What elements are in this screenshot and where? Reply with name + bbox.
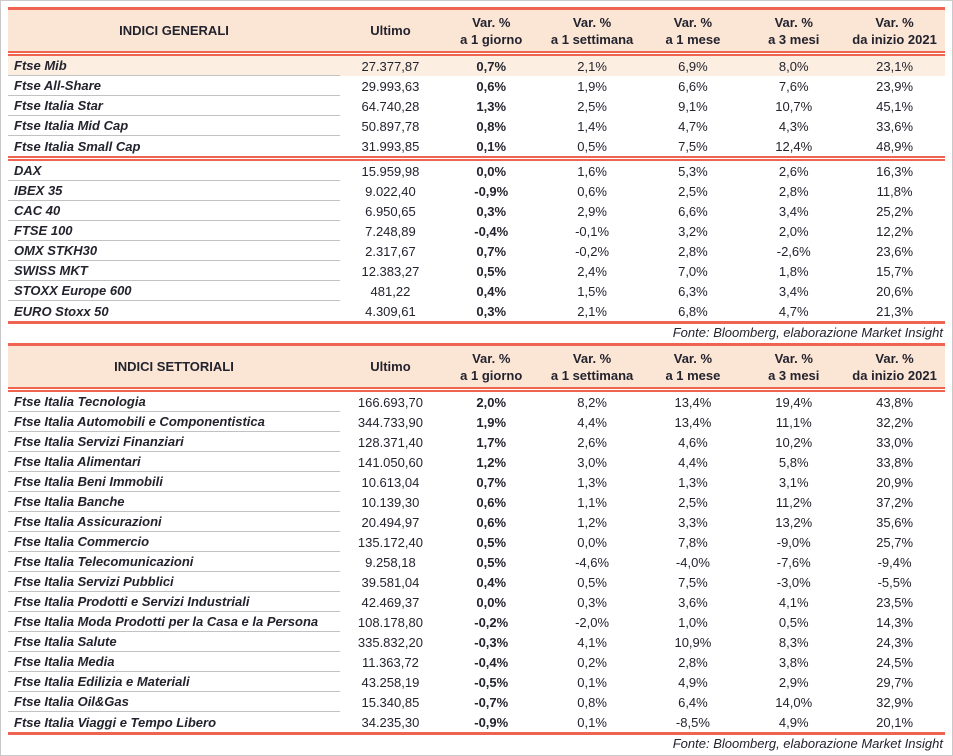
var-1-settimana-value: 0,0% — [577, 534, 607, 550]
var-1-mese-value: 6,9% — [678, 58, 708, 74]
var-inizio-2021-value: 33,0% — [876, 434, 914, 450]
ultimo-value: 141.050,60 — [357, 454, 423, 470]
var-inizio-2021-value: 43,8% — [876, 394, 914, 410]
var-3-mesi-value: 8,0% — [778, 58, 809, 74]
var-label: Var. % — [875, 350, 914, 366]
var-1-settimana-value: 0,2% — [577, 654, 607, 670]
var-1-settimana-value: 1,3% — [577, 474, 607, 490]
var-1-settimana-value: 4,1% — [577, 634, 607, 650]
ultimo-value: 15.340,85 — [361, 694, 420, 710]
ultimo-value: 20.494,97 — [361, 514, 420, 530]
index-name: Ftse Italia Telecomunicazioni — [8, 552, 340, 572]
table-title: INDICI GENERALI — [119, 23, 229, 38]
var-label: Var. % — [572, 14, 612, 30]
var-3-mesi-value: 2,6% — [778, 163, 809, 179]
ultimo-value: 64.740,28 — [361, 98, 420, 114]
var-1-giorno-value: 0,5% — [476, 263, 507, 279]
period-label: a 1 giorno — [460, 367, 523, 383]
var-3-mesi-value: -7,6% — [776, 554, 811, 570]
table-row — [8, 56, 945, 76]
var-inizio-2021-value: 32,2% — [876, 414, 914, 430]
index-name: Ftse Italia Edilizia e Materiali — [8, 672, 340, 692]
ultimo-value: 344.733,90 — [357, 414, 423, 430]
index-name: Ftse Italia Alimentari — [8, 452, 340, 472]
var-3-mesi-value: 4,9% — [778, 714, 809, 730]
var-inizio-2021-value: 14,3% — [876, 614, 914, 630]
period-label: da inizio 2021 — [852, 367, 937, 383]
var-1-settimana-value: 2,1% — [577, 58, 607, 74]
var-1-giorno-value: -0,4% — [474, 654, 509, 670]
table-row — [8, 136, 945, 156]
index-name: Ftse Italia Prodotti e Servizi Industriali — [8, 592, 340, 612]
var-inizio-2021-value: 20,1% — [876, 714, 914, 730]
var-3-mesi-value: 8,3% — [778, 634, 809, 650]
var-1-settimana-value: 0,1% — [577, 674, 607, 690]
table-row — [8, 201, 945, 221]
ultimo-value: 50.897,78 — [361, 118, 420, 134]
var-1-settimana-value: -2,0% — [575, 614, 610, 630]
var-3-mesi-value: 1,8% — [778, 263, 809, 279]
ultimo-value: 12.383,27 — [361, 263, 420, 279]
var-1-mese-value: 2,5% — [678, 494, 708, 510]
table-row — [8, 572, 945, 592]
var-label: Var. % — [572, 350, 612, 366]
var-1-mese-value: 3,3% — [678, 514, 708, 530]
table-row — [8, 261, 945, 281]
var-1-giorno-value: -0,7% — [474, 694, 509, 710]
var-1-giorno-value: 0,7% — [476, 243, 507, 259]
col-header-ultimo: Ultimo — [370, 359, 411, 374]
table-row — [8, 161, 945, 181]
var-1-giorno-value: 0,6% — [476, 514, 507, 530]
var-1-giorno-value: 0,3% — [476, 303, 507, 319]
var-3-mesi-value: 4,1% — [778, 594, 809, 610]
var-1-giorno-value: -0,9% — [474, 714, 509, 730]
col-header-period — [441, 14, 542, 48]
period-label: a 3 mesi — [768, 367, 820, 383]
col-header-period — [844, 350, 945, 384]
period-label: a 1 mese — [665, 367, 721, 383]
table-row — [8, 532, 945, 552]
var-inizio-2021-value: 20,9% — [876, 474, 914, 490]
table-row — [8, 116, 945, 136]
index-name: Ftse Mib — [8, 56, 340, 76]
var-1-giorno-value: 1,7% — [476, 434, 507, 450]
ultimo-value: 31.993,85 — [361, 138, 420, 154]
var-inizio-2021-value: 33,6% — [876, 118, 914, 134]
index-name: Ftse Italia Viaggi e Tempo Libero — [14, 714, 217, 730]
period-label: a 1 settimana — [550, 367, 634, 383]
index-name: Ftse Italia Servizi Finanziari — [8, 432, 340, 452]
var-1-settimana-value: 2,9% — [577, 203, 607, 219]
var-3-mesi-value: 2,9% — [778, 674, 809, 690]
var-1-giorno-value: 0,7% — [476, 58, 507, 74]
var-3-mesi-value: 19,4% — [775, 394, 813, 410]
var-inizio-2021-value: 25,7% — [876, 534, 914, 550]
var-1-settimana-value: -0,2% — [575, 243, 610, 259]
var-1-giorno-value: 0,6% — [476, 494, 507, 510]
index-name: Ftse Italia Small Cap — [14, 138, 141, 154]
period-label: a 1 settimana — [550, 31, 634, 47]
var-label: Var. % — [673, 350, 713, 366]
var-1-mese-value: 4,9% — [678, 674, 708, 690]
table-row — [8, 412, 945, 432]
col-header-period — [743, 350, 844, 384]
var-1-giorno-value: 0,5% — [476, 534, 507, 550]
table-row — [8, 632, 945, 652]
table-row — [8, 512, 945, 532]
var-1-giorno-value: 1,9% — [476, 414, 507, 430]
report-page — [1, 1, 952, 752]
ultimo-value: 42.469,37 — [361, 594, 420, 610]
table-row — [8, 552, 945, 572]
var-3-mesi-value: 2,8% — [778, 183, 809, 199]
col-header-period — [542, 14, 643, 48]
var-1-mese-value: 5,3% — [678, 163, 708, 179]
var-3-mesi-value: 3,1% — [778, 474, 809, 490]
var-1-giorno-value: 2,0% — [476, 394, 507, 410]
ultimo-value: 4.309,61 — [365, 303, 416, 319]
ultimo-value: 9.258,18 — [365, 554, 416, 570]
index-name: Ftse Italia Moda Prodotti per la Casa e la Persona — [8, 612, 340, 632]
var-3-mesi-value: 7,6% — [778, 78, 809, 94]
index-name: DAX — [8, 161, 340, 181]
var-1-giorno-value: 1,3% — [476, 98, 507, 114]
ultimo-value: 29.993,63 — [361, 78, 420, 94]
var-3-mesi-value: 13,2% — [775, 514, 813, 530]
table-row — [8, 652, 945, 672]
index-name: Ftse Italia Star — [8, 96, 340, 116]
var-label: Var. % — [774, 14, 813, 30]
var-1-settimana-value: 1,6% — [577, 163, 607, 179]
ultimo-value: 135.172,40 — [357, 534, 423, 550]
var-inizio-2021-value: 37,2% — [876, 494, 914, 510]
var-label: Var. % — [673, 14, 713, 30]
index-name: CAC 40 — [8, 201, 340, 221]
var-1-settimana-value: 8,2% — [577, 394, 607, 410]
var-inizio-2021-value: 33,8% — [876, 454, 914, 470]
var-inizio-2021-value: 45,1% — [876, 98, 914, 114]
period-label: a 3 mesi — [768, 31, 820, 47]
index-name: Ftse Italia Banche — [8, 492, 340, 512]
var-inizio-2021-value: 23,5% — [876, 594, 914, 610]
var-1-settimana-value: 0,3% — [577, 594, 607, 610]
table-row — [8, 712, 945, 732]
table-row — [8, 241, 945, 261]
var-label: Var. % — [472, 350, 511, 366]
var-1-mese-value: 6,8% — [678, 303, 708, 319]
var-1-mese-value: 4,6% — [678, 434, 708, 450]
var-1-mese-value: 3,6% — [678, 594, 708, 610]
table-row — [8, 432, 945, 452]
ultimo-value: 7.248,89 — [365, 223, 416, 239]
ultimo-value: 27.377,87 — [361, 58, 420, 74]
table-row — [8, 672, 945, 692]
var-1-settimana-value: 0,5% — [577, 138, 607, 154]
period-label: a 1 giorno — [460, 31, 523, 47]
table-row — [8, 281, 945, 301]
var-3-mesi-value: -2,6% — [776, 243, 811, 259]
index-name: Ftse Italia Mid Cap — [8, 116, 340, 136]
table-row — [8, 181, 945, 201]
index-name: Ftse Italia Servizi Pubblici — [8, 572, 340, 592]
var-inizio-2021-value: 23,6% — [876, 243, 914, 259]
var-1-giorno-value: -0,9% — [474, 183, 509, 199]
var-1-mese-value: 2,8% — [678, 654, 708, 670]
ultimo-value: 43.258,19 — [361, 674, 420, 690]
var-1-mese-value: 6,3% — [678, 283, 708, 299]
var-1-giorno-value: 0,4% — [476, 574, 507, 590]
var-1-mese-value: 1,0% — [678, 614, 708, 630]
var-inizio-2021-value: 24,5% — [876, 654, 914, 670]
var-1-giorno-value: 0,4% — [476, 283, 507, 299]
var-3-mesi-value: 11,1% — [775, 414, 812, 430]
period-label: da inizio 2021 — [852, 31, 937, 47]
index-name: OMX STKH30 — [8, 241, 340, 261]
var-1-mese-value: 7,0% — [678, 263, 708, 279]
index-name: Ftse Italia Automobili e Componentistica — [8, 412, 340, 432]
var-inizio-2021-value: 16,3% — [876, 163, 914, 179]
table-row — [8, 492, 945, 512]
var-1-mese-value: 13,4% — [674, 414, 712, 430]
index-name: Ftse Italia Oil&Gas — [8, 692, 340, 712]
col-header-ultimo: Ultimo — [370, 23, 411, 38]
col-header-period — [441, 350, 542, 384]
var-1-settimana-value: 2,6% — [577, 434, 607, 450]
ultimo-value: 6.950,65 — [365, 203, 416, 219]
var-1-mese-value: 7,5% — [678, 138, 708, 154]
var-3-mesi-value: 12,4% — [775, 138, 813, 154]
var-1-giorno-value: 0,5% — [476, 554, 507, 570]
index-name: SWISS MKT — [8, 261, 340, 281]
var-1-mese-value: 10,9% — [674, 634, 712, 650]
var-1-giorno-value: 0,6% — [476, 78, 507, 94]
var-1-mese-value: 6,4% — [678, 694, 708, 710]
var-3-mesi-value: 11,2% — [775, 494, 812, 510]
var-1-mese-value: 13,4% — [674, 394, 712, 410]
table-row — [8, 592, 945, 612]
var-inizio-2021-value: 25,2% — [876, 203, 914, 219]
source-note: Fonte: Bloomberg, elaborazione Market Insight — [672, 736, 943, 751]
var-3-mesi-value: 4,3% — [778, 118, 809, 134]
col-header-period — [743, 14, 844, 48]
period-label: a 1 mese — [665, 31, 721, 47]
var-3-mesi-value: 14,0% — [775, 694, 813, 710]
var-inizio-2021-value: -5,5% — [877, 574, 912, 590]
var-1-mese-value: 3,2% — [678, 223, 708, 239]
index-name: Ftse Italia Tecnologia — [8, 392, 340, 412]
table-row — [8, 392, 945, 412]
ultimo-value: 9.022,40 — [365, 183, 416, 199]
var-3-mesi-value: 2,0% — [778, 223, 809, 239]
col-header-period — [643, 350, 744, 384]
ultimo-value: 10.139,30 — [361, 494, 420, 510]
index-name: FTSE 100 — [8, 221, 340, 241]
var-1-settimana-value: 1,2% — [577, 514, 607, 530]
table-header-row — [8, 346, 945, 387]
index-name: Ftse All-Share — [8, 76, 340, 96]
table-row — [8, 221, 945, 241]
var-inizio-2021-value: 11,8% — [876, 183, 913, 199]
var-label: Var. % — [875, 14, 914, 30]
var-1-giorno-value: 1,2% — [476, 454, 507, 470]
source-note: Fonte: Bloomberg, elaborazione Market Insight — [672, 325, 943, 340]
table-row — [8, 301, 945, 321]
var-3-mesi-value: -9,0% — [776, 534, 811, 550]
var-1-giorno-value: 0,0% — [476, 594, 507, 610]
var-1-settimana-value: 2,1% — [577, 303, 607, 319]
table-row — [8, 472, 945, 492]
var-1-settimana-value: 0,6% — [577, 183, 607, 199]
var-inizio-2021-value: 12,2% — [876, 223, 914, 239]
var-1-giorno-value: -0,5% — [474, 674, 509, 690]
var-label: Var. % — [472, 14, 511, 30]
var-1-giorno-value: 0,1% — [476, 138, 507, 154]
ultimo-value: 34.235,30 — [361, 714, 420, 730]
ultimo-value: 166.693,70 — [357, 394, 423, 410]
var-1-mese-value: 2,8% — [678, 243, 708, 259]
var-1-mese-value: 2,5% — [678, 183, 708, 199]
index-name: Ftse Italia Salute — [8, 632, 340, 652]
table-row — [8, 612, 945, 632]
table-row — [8, 76, 945, 96]
index-name: Ftse Italia Assicurazioni — [8, 512, 340, 532]
var-1-giorno-value: -0,4% — [474, 223, 509, 239]
var-1-settimana-value: -4,6% — [575, 554, 610, 570]
var-3-mesi-value: 4,7% — [778, 303, 809, 319]
var-label: Var. % — [774, 350, 813, 366]
indici-settoriali-table — [8, 343, 945, 735]
var-1-mese-value: 1,3% — [678, 474, 708, 490]
var-3-mesi-value: 10,2% — [775, 434, 813, 450]
var-inizio-2021-value: 21,3% — [876, 303, 914, 319]
var-1-settimana-value: 2,4% — [577, 263, 607, 279]
var-1-mese-value: -8,5% — [675, 714, 710, 730]
var-3-mesi-value: 0,5% — [778, 614, 809, 630]
var-1-settimana-value: 2,5% — [577, 98, 607, 114]
ultimo-value: 10.613,04 — [361, 474, 420, 490]
col-header-period — [542, 350, 643, 384]
var-1-mese-value: 6,6% — [678, 203, 708, 219]
var-inizio-2021-value: 32,9% — [876, 694, 914, 710]
var-inizio-2021-value: 24,3% — [876, 634, 914, 650]
ultimo-value: 39.581,04 — [361, 574, 420, 590]
table-header-row — [8, 10, 945, 51]
var-3-mesi-value: 3,4% — [778, 283, 809, 299]
indici-generali-table — [8, 7, 945, 324]
var-1-mese-value: 6,6% — [678, 78, 708, 94]
var-inizio-2021-value: 23,1% — [876, 58, 914, 74]
index-name: STOXX Europe 600 — [8, 281, 340, 301]
var-1-settimana-value: 0,8% — [577, 694, 607, 710]
var-1-settimana-value: -0,1% — [575, 223, 610, 239]
table-row — [8, 692, 945, 712]
var-3-mesi-value: -3,0% — [776, 574, 811, 590]
col-header-period — [643, 14, 744, 48]
var-1-settimana-value: 1,9% — [577, 78, 607, 94]
var-1-settimana-value: 4,4% — [577, 414, 607, 430]
ultimo-value: 335.832,20 — [357, 634, 423, 650]
var-1-settimana-value: 1,1% — [577, 494, 607, 510]
var-inizio-2021-value: 23,9% — [876, 78, 914, 94]
var-inizio-2021-value: 20,6% — [876, 283, 914, 299]
var-1-giorno-value: 0,8% — [476, 118, 507, 134]
var-1-mese-value: 4,4% — [678, 454, 708, 470]
index-name: EURO Stoxx 50 — [14, 303, 109, 319]
var-1-settimana-value: 0,1% — [577, 714, 607, 730]
var-inizio-2021-value: 48,9% — [876, 138, 914, 154]
col-header-period — [844, 14, 945, 48]
table-title: INDICI SETTORIALI — [114, 359, 234, 374]
ultimo-value: 481,22 — [370, 283, 411, 299]
table-row — [8, 96, 945, 116]
var-1-mese-value: 7,5% — [678, 574, 708, 590]
var-3-mesi-value: 10,7% — [775, 98, 813, 114]
var-1-settimana-value: 3,0% — [577, 454, 607, 470]
index-name: Ftse Italia Beni Immobili — [8, 472, 340, 492]
index-name: IBEX 35 — [8, 181, 340, 201]
var-1-mese-value: 7,8% — [678, 534, 708, 550]
var-3-mesi-value: 3,8% — [778, 654, 809, 670]
ultimo-value: 108.178,80 — [357, 614, 423, 630]
var-inizio-2021-value: 29,7% — [876, 674, 914, 690]
var-1-settimana-value: 1,5% — [577, 283, 607, 299]
var-1-settimana-value: 0,5% — [577, 574, 607, 590]
var-inizio-2021-value: 35,6% — [876, 514, 914, 530]
var-1-mese-value: -4,0% — [675, 554, 710, 570]
ultimo-value: 15.959,98 — [361, 163, 420, 179]
var-3-mesi-value: 5,8% — [778, 454, 809, 470]
var-1-mese-value: 9,1% — [678, 98, 708, 114]
var-1-giorno-value: -0,3% — [474, 634, 509, 650]
ultimo-value: 2.317,67 — [365, 243, 416, 259]
var-inizio-2021-value: 15,7% — [876, 263, 914, 279]
ultimo-value: 128.371,40 — [357, 434, 423, 450]
var-1-mese-value: 4,7% — [678, 118, 708, 134]
var-1-giorno-value: 0,3% — [476, 203, 507, 219]
ultimo-value: 11.363,72 — [361, 654, 419, 670]
var-1-giorno-value: 0,7% — [476, 474, 507, 490]
var-1-giorno-value: -0,2% — [474, 614, 509, 630]
var-3-mesi-value: 3,4% — [778, 203, 809, 219]
var-inizio-2021-value: -9,4% — [877, 554, 912, 570]
index-name: Ftse Italia Media — [8, 652, 340, 672]
index-name: Ftse Italia Commercio — [8, 532, 340, 552]
var-1-giorno-value: 0,0% — [476, 163, 507, 179]
table-row — [8, 452, 945, 472]
var-1-settimana-value: 1,4% — [577, 118, 607, 134]
